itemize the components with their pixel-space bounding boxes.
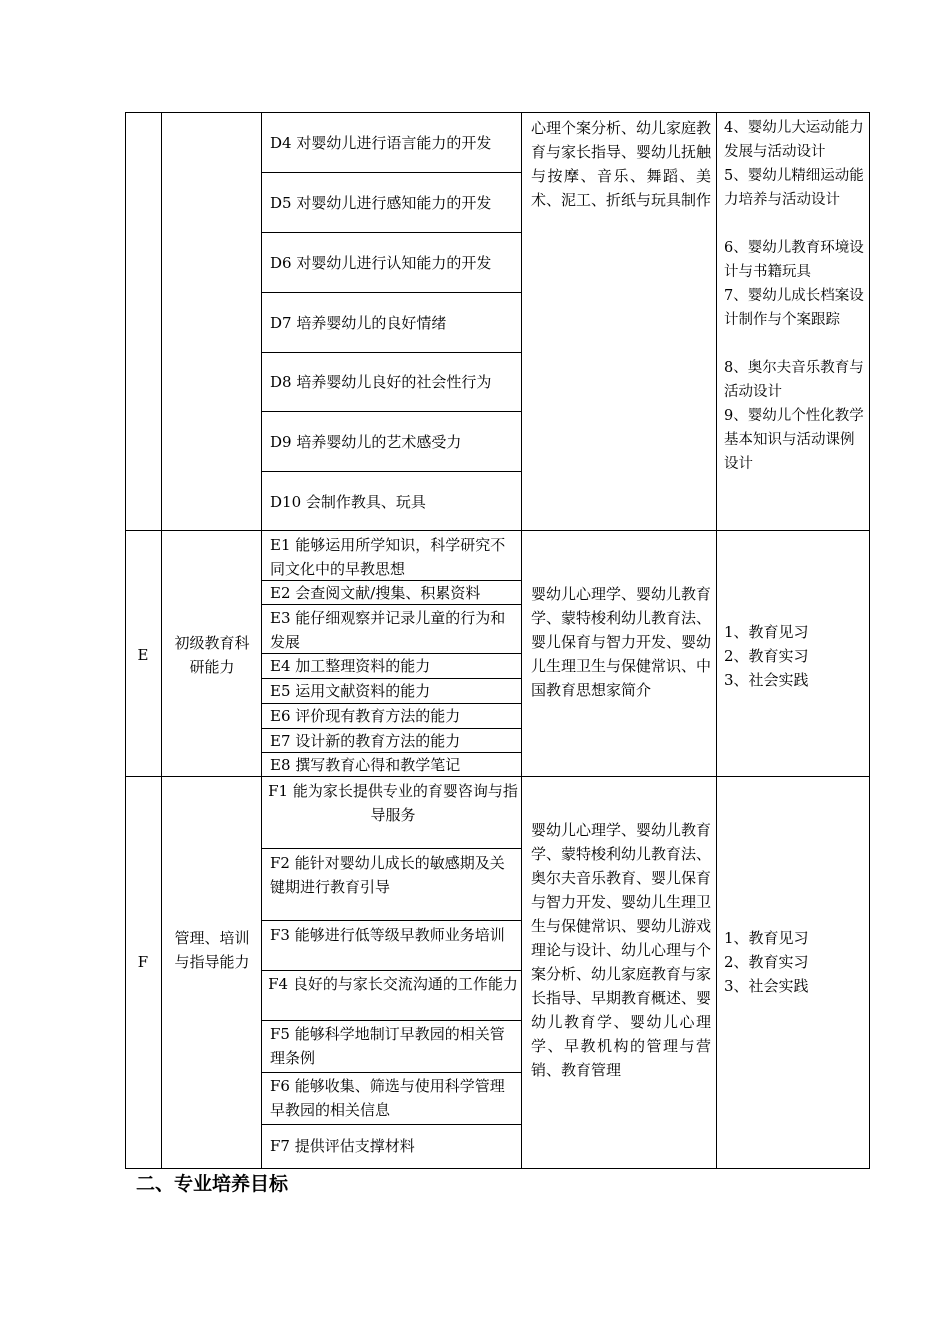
row-divider — [125, 530, 870, 531]
skill-cell: E2 会查阅文献/搜集、积累资料 — [270, 584, 481, 602]
practice-item: 1、教育见习 — [724, 623, 809, 641]
skill-cell: E1 能够运用所学知识，科学研究不同文化中的早教思想 — [270, 536, 506, 578]
skill-cell: E8 撰写教育心得和教学笔记 — [270, 756, 461, 774]
section-heading: 二、专业培养目标 — [136, 1173, 289, 1195]
row-code: E — [137, 646, 149, 664]
cell-divider — [261, 232, 521, 233]
skill-cell: D5 对婴幼儿进行感知能力的开发 — [270, 194, 492, 212]
cell-divider — [261, 471, 521, 472]
row-code: F — [137, 953, 149, 971]
practice-item: 3、社会实践 — [724, 977, 809, 995]
column-divider — [716, 112, 717, 1169]
column-divider — [161, 112, 162, 1169]
practice-item: 2、教育实习 — [724, 647, 809, 665]
skill-cell: F4 良好的与家长交流沟通的工作能力 — [268, 975, 518, 993]
practice-item: 5、婴幼儿精细运动能力培养与活动设计 — [724, 168, 864, 208]
cell-divider — [261, 1020, 521, 1021]
skill-cell: D7 培养婴幼儿的良好情绪 — [270, 314, 447, 332]
practice-item: 6、婴幼儿教育环境设计与书籍玩具 — [724, 240, 864, 280]
skill-cell: F3 能够进行低等级早教师业务培训 — [270, 926, 505, 944]
cell-divider — [261, 411, 521, 412]
skill-cell: D4 对婴幼儿进行语言能力的开发 — [270, 134, 492, 152]
practice-item: 4、婴幼儿大运动能力发展与活动设计 — [724, 120, 864, 160]
cell-divider — [261, 352, 521, 353]
skill-cell: D6 对婴幼儿进行认知能力的开发 — [270, 254, 492, 272]
practice-item: 8、奥尔夫音乐教育与活动设计 — [724, 360, 864, 400]
ability-name: 初级教育科研能力 — [174, 634, 250, 676]
practice-item: 2、教育实习 — [724, 953, 809, 971]
skill-cell: E6 评价现有教育方法的能力 — [270, 707, 461, 725]
cell-divider — [261, 848, 521, 849]
cell-divider — [261, 172, 521, 173]
skill-cell: F6 能够收集、筛选与使用科学管理早教园的相关信息 — [270, 1077, 505, 1119]
practice-item: 7、婴幼儿成长档案设计制作与个案跟踪 — [724, 288, 864, 328]
ability-name: 管理、培训与指导能力 — [174, 929, 250, 971]
skill-cell: E7 设计新的教育方法的能力 — [270, 732, 461, 750]
courses-cell: 婴幼儿心理学、婴幼儿教育学、蒙特梭利幼儿教育法、奥尔夫音乐教育、婴儿保育与智力开发、婴幼儿生理卫生与保健常识、婴幼儿游戏理论与设计、幼儿心理与个案分析、幼儿家庭教育与家长指导、早期教育概述、婴幼儿教育学、婴幼儿心理学、早教机构的管理与营销、教育管理 — [531, 821, 712, 1079]
skill-cell: E4 加工整理资料的能力 — [270, 657, 431, 675]
skill-cell: D10 会制作教具、玩具 — [270, 493, 426, 511]
practice-item: 3、社会实践 — [724, 671, 809, 689]
cell-divider — [261, 292, 521, 293]
skill-cell: D8 培养婴幼儿良好的社会性行为 — [270, 373, 492, 391]
column-divider — [521, 112, 522, 1169]
cell-divider — [261, 920, 521, 921]
skill-cell: F1 能为家长提供专业的育婴咨询与指导服务 — [268, 782, 518, 824]
skill-cell: F5 能够科学地制订早教园的相关管理条例 — [270, 1025, 505, 1067]
column-divider — [261, 112, 262, 1169]
skill-cell: F7 提供评估支撑材料 — [270, 1137, 415, 1155]
cell-divider — [261, 1124, 521, 1125]
skill-cell: E5 运用文献资料的能力 — [270, 682, 431, 700]
practice-item: 1、教育见习 — [724, 929, 809, 947]
cell-divider — [261, 1072, 521, 1073]
courses-cell: 婴幼儿心理学、婴幼儿教育学、蒙特梭利幼儿教育法、婴儿保育与智力开发、婴幼儿生理卫生与保健常识、中国教育思想家简介 — [531, 585, 712, 699]
practice-item: 9、婴幼儿个性化教学基本知识与活动课例设计 — [724, 408, 864, 472]
cell-divider — [261, 970, 521, 971]
skill-cell: E3 能仔细观察并记录儿童的行为和发展 — [270, 609, 506, 651]
skill-cell: F2 能针对婴幼儿成长的敏感期及关键期进行教育引导 — [270, 854, 505, 896]
courses-cell: 心理个案分析、幼儿家庭教育与家长指导、婴幼儿抚触与按摩、音乐、舞蹈、美术、泥工、折纸与玩具制作 — [531, 119, 712, 209]
skill-cell: D9 培养婴幼儿的艺术感受力 — [270, 433, 462, 451]
